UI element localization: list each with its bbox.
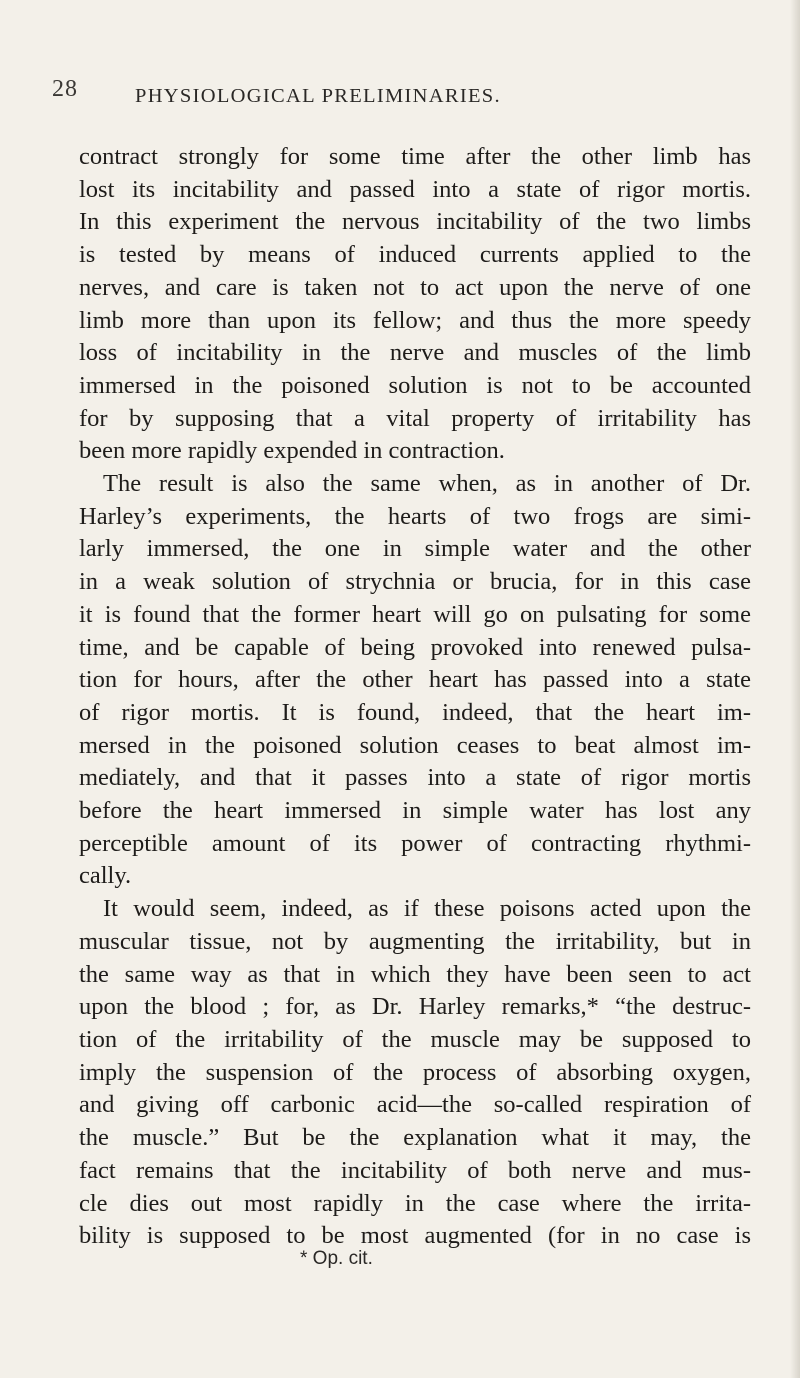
text-line: cally. xyxy=(79,862,132,890)
text-line: time, and be capable of being provoked into renewed pulsa- xyxy=(79,633,751,661)
text-line: tion of the irritability of the muscle may be supposed to xyxy=(79,1025,751,1053)
text-line: the muscle.” But be the explanation what it may, the xyxy=(79,1124,751,1152)
text-line: nerves, and care is taken not to act upon the nerve of one xyxy=(79,273,751,301)
text-line: of rigor mortis. It is found, indeed, that the heart im- xyxy=(79,698,751,726)
text-line: mediately, and that it passes into a state of rigor mortis xyxy=(79,764,751,792)
text-line: Harley’s experiments, the hearts of two frogs are simi- xyxy=(79,502,751,530)
text-line: perceptible amount of its power of contracting rhythmi- xyxy=(79,829,751,857)
text-line: larly immersed, the one in simple water and the other xyxy=(79,535,751,563)
text-line: been more rapidly expended in contraction. xyxy=(79,437,505,465)
text-line: bility is supposed to be most augmented (for in no case is xyxy=(79,1222,751,1250)
text-line: In this experiment the nervous incitability of the two limbs xyxy=(79,208,751,236)
text-line: in a weak solution of strychnia or brucia, for in this case xyxy=(79,568,751,596)
page-edge-shadow xyxy=(790,0,800,1378)
text-line: is tested by means of induced currents applied to the xyxy=(79,241,751,269)
text-line: fact remains that the incitability of both nerve and mus- xyxy=(79,1156,751,1184)
text-line: tion for hours, after the other heart has passed into a state xyxy=(79,666,751,694)
text-line: cle dies out most rapidly in the case where the irrita- xyxy=(79,1189,751,1217)
text-line: The result is also the same when, as in another of Dr. xyxy=(103,470,751,498)
text-line: before the heart immersed in simple water has lost any xyxy=(79,797,751,825)
text-line: It would seem, indeed, as if these poisons acted upon the xyxy=(103,895,751,923)
text-line: and giving off carbonic acid—the so-called respiration of xyxy=(79,1091,751,1119)
running-title: PHYSIOLOGICAL PRELIMINARIES. xyxy=(135,85,501,107)
text-line: the same way as that in which they have been seen to act xyxy=(79,960,751,988)
footnote: * Op. cit. xyxy=(300,1248,373,1269)
text-line: mersed in the poisoned solution ceases to beat almost im- xyxy=(79,731,751,759)
text-line: immersed in the poisoned solution is not to be accounted xyxy=(79,371,751,399)
text-line: loss of incitability in the nerve and muscles of the limb xyxy=(79,339,751,367)
text-line: imply the suspension of the process of absorbing oxygen, xyxy=(79,1058,751,1086)
text-line: upon the blood ; for, as Dr. Harley remarks,* “the destruc- xyxy=(79,993,751,1021)
text-line: limb more than upon its fellow; and thus the more speedy xyxy=(79,306,751,334)
body-text xyxy=(79,141,751,1253)
text-line: contract strongly for some time after the other limb has xyxy=(79,143,751,170)
text-line: muscular tissue, not by augmenting the irritability, but in xyxy=(79,927,751,955)
text-line: it is found that the former heart will go on pulsating for some xyxy=(79,600,751,628)
page-number: 28 xyxy=(52,76,78,102)
text-line: lost its incitability and passed into a state of rigor mortis. xyxy=(79,175,751,203)
text-line: for by supposing that a vital property of irritability has xyxy=(79,404,751,432)
